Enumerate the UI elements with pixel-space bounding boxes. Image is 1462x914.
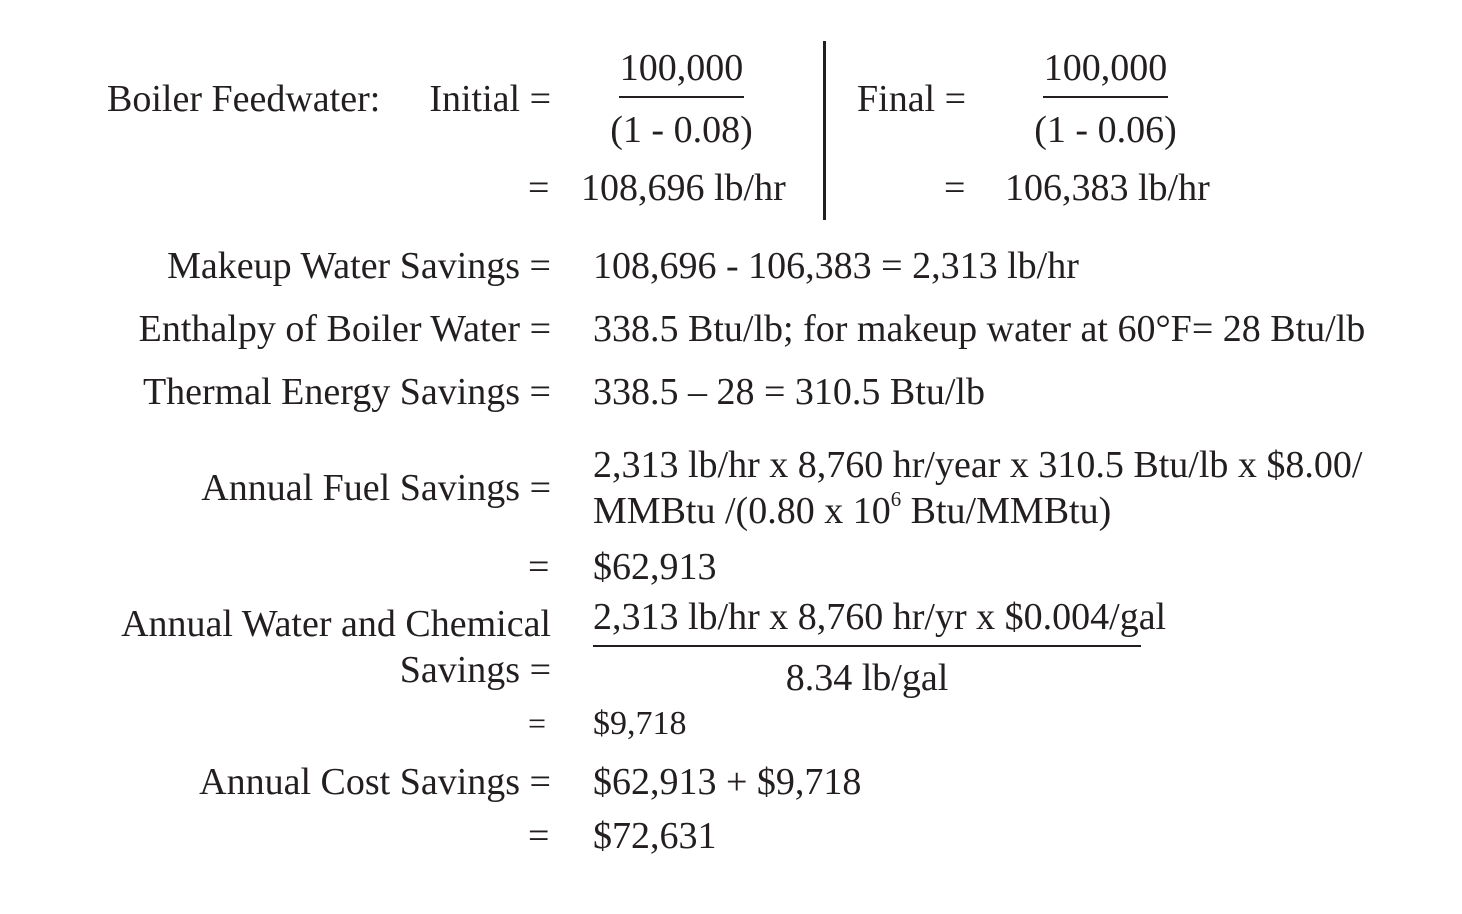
final-denominator: (1 - 0.06) xyxy=(1034,109,1177,151)
fuel-line2-pre: MMBtu /(0.80 x 10 xyxy=(593,490,891,532)
final-label: Final = xyxy=(857,78,967,120)
feedwater-label: Boiler Feedwater: xyxy=(107,78,381,120)
fuel-equals: = xyxy=(528,546,550,588)
final-fraction-bar xyxy=(1043,96,1168,98)
vertical-divider xyxy=(823,41,826,220)
enthalpy-value: 338.5 Btu/lb; for makeup water at 60°F= 28 Btu/lb xyxy=(593,308,1366,350)
cost-equals: = xyxy=(528,815,550,857)
thermal-label: Thermal Energy Savings = xyxy=(142,371,551,413)
makeup-label: Makeup Water Savings = xyxy=(167,245,551,287)
final-equals: = xyxy=(944,167,966,209)
cost-value: $62,913 + $9,718 xyxy=(593,761,862,803)
fuel-result: $62,913 xyxy=(593,546,717,588)
fuel-line2-post: Btu/MMBtu) xyxy=(901,490,1112,532)
water-chem-equals: = xyxy=(528,705,547,741)
initial-numerator: 100,000 xyxy=(619,47,744,89)
initial-fraction-bar xyxy=(619,96,744,98)
final-result: 106,383 lb/hr xyxy=(1005,167,1210,209)
makeup-value: 108,696 - 106,383 = 2,313 lb/hr xyxy=(593,245,1079,287)
initial-result: 108,696 lb/hr xyxy=(581,167,786,209)
initial-denominator: (1 - 0.08) xyxy=(610,109,753,151)
water-chem-numerator: 2,313 lb/hr x 8,760 hr/yr x $0.004/gal xyxy=(593,596,1167,638)
water-chem-fraction-bar xyxy=(593,645,1141,647)
cost-result: $72,631 xyxy=(593,815,717,857)
fuel-line2 xyxy=(593,486,1112,532)
water-chem-result: $9,718 xyxy=(593,705,687,742)
fuel-label: Annual Fuel Savings = xyxy=(201,467,551,509)
water-chem-label-line1: Annual Water and Chemical xyxy=(121,603,551,645)
fuel-line2-exponent: 6 xyxy=(890,486,902,511)
initial-label: Initial = xyxy=(429,78,551,120)
initial-equals: = xyxy=(528,167,550,209)
thermal-value: 338.5 – 28 = 310.5 Btu/lb xyxy=(593,371,985,413)
final-numerator: 100,000 xyxy=(1043,47,1168,89)
cost-label: Annual Cost Savings = xyxy=(199,761,551,803)
enthalpy-label: Enthalpy of Boiler Water = xyxy=(138,308,551,350)
water-chem-label-line2: Savings = xyxy=(399,649,551,691)
fuel-line1: 2,313 lb/hr x 8,760 hr/year x 310.5 Btu/lb x $8.00/ xyxy=(593,444,1363,486)
water-chem-denominator: 8.34 lb/gal xyxy=(785,657,949,699)
